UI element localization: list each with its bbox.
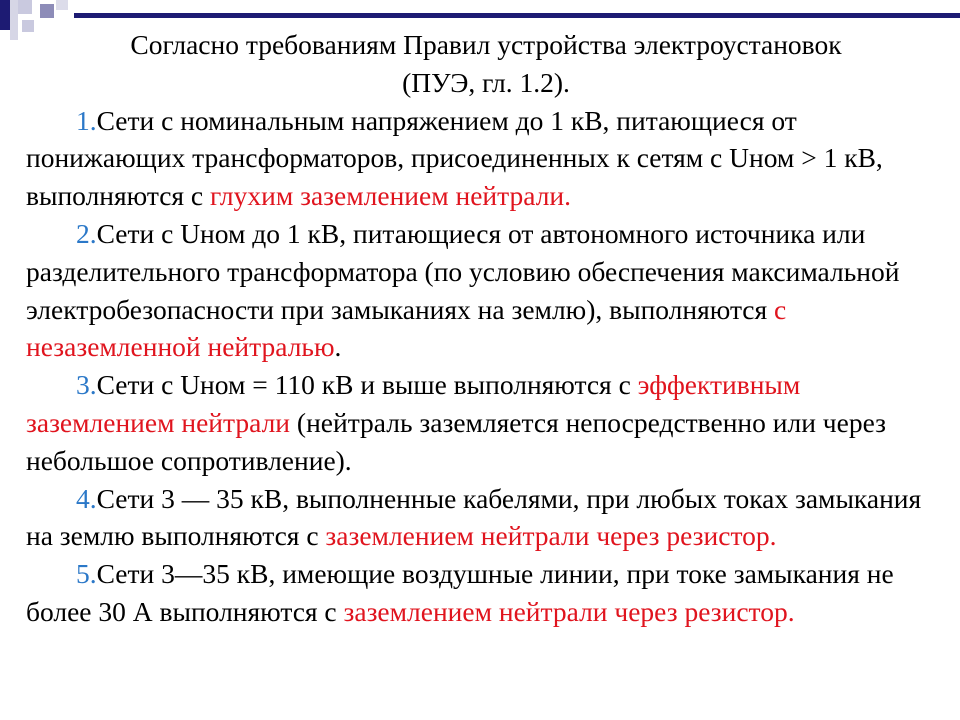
item-number: 3.	[76, 369, 97, 401]
item-highlight: заземлением нейтрали через резистор.	[325, 520, 777, 552]
item-text: Сети 3—35 кВ, имеющие воздушные линии, при токе замыкания не более 30 А выполняются с	[26, 558, 894, 627]
item-text: Сети 3 — 35 кВ, выполненные кабелями, при любых токах замыкания на землю выполняются с	[26, 482, 922, 552]
item-number: 2.	[76, 217, 97, 249]
item-text: Сети с Uном = 110 кВ и выше выполняются с	[96, 369, 638, 401]
item-number: 4.	[76, 482, 97, 514]
list-item	[26, 555, 946, 631]
title-line-2: (ПУЭ, гл. 1.2).	[402, 66, 570, 98]
list-item	[26, 366, 946, 479]
list-item	[26, 215, 946, 366]
item-highlight: заземлением нейтрали через резистор.	[343, 595, 795, 627]
list-item	[26, 102, 946, 215]
item-text-after: (нейтраль заземляется непосредственно или через небольшое сопротивление).	[26, 406, 886, 476]
item-highlight: глухим заземлением нейтрали.	[210, 180, 572, 212]
item-text: Сети с номинальным напряжением до 1 кВ, питающиеся от понижающих трансформаторов, присоединенных к сетям с Uном > 1 кВ, выполняются с	[26, 104, 883, 212]
decor-square-mid	[40, 4, 54, 18]
decor-horizontal-line	[74, 13, 960, 18]
item-highlight: эффективным заземлением нейтрали	[26, 369, 801, 438]
item-highlight: с незаземленной нейтралью	[26, 293, 787, 363]
item-number: 1.	[76, 104, 97, 136]
list-item	[26, 480, 946, 556]
decor-square-light	[56, 0, 68, 10]
slide-body	[26, 26, 946, 631]
title-line-1: Согласно требованиям Правил устройства электроустановок	[130, 29, 842, 60]
decor-square-dark	[0, 0, 10, 30]
item-text: Сети с Uном до 1 кВ, питающиеся от автономного источника или разделительного трансформатора (по условию обеспечения максимальной электробезопасности при замыканиях на землю), выполняются	[26, 217, 900, 325]
slide-title	[26, 26, 946, 102]
decor-vertical-bar	[10, 0, 18, 40]
item-number: 5.	[76, 558, 97, 590]
item-text-after: .	[334, 331, 342, 363]
decor-square-light	[18, 0, 32, 14]
